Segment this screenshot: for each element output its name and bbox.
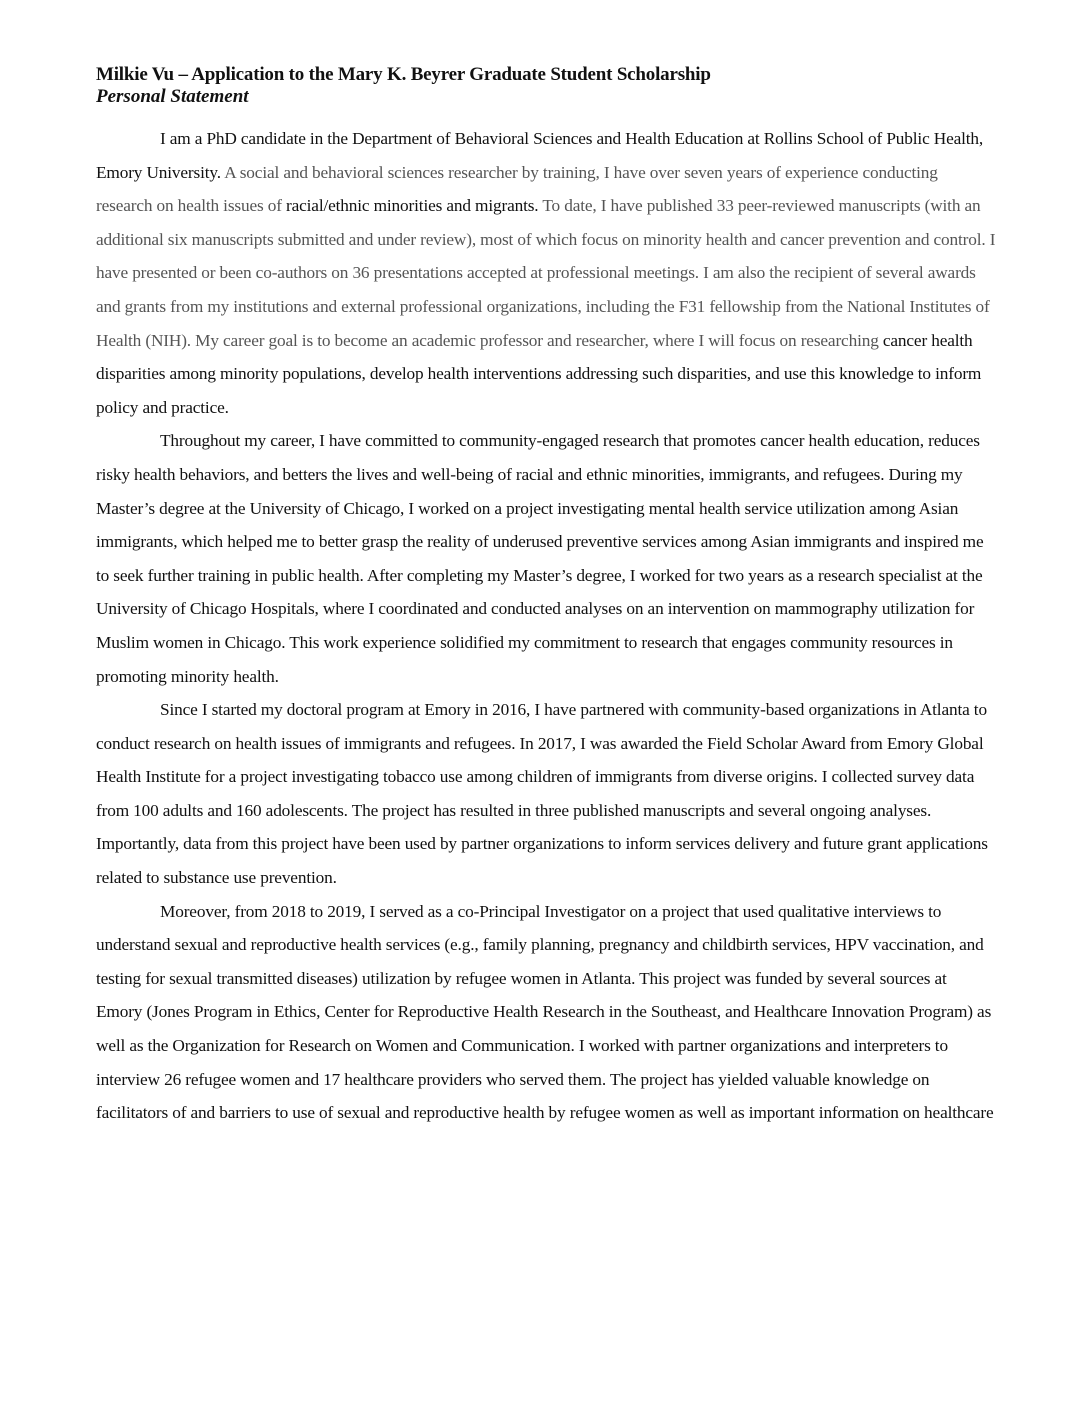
- document-page: [96, 64, 996, 1130]
- paragraph-text-segment: Moreover, from 2018 to 2019, I served as a co-Principal Investigator on a project that used qualitative interviews to understand sexual and reproductive health services (e.g., family planning, pregnancy and childbirth services, HPV vaccination, and testing for sexual transmitted diseases) utilization by refugee women in Atlanta. This project was funded by several sources at Emory (Jones Program in Ethics, Center for Reproductive Health Research in the Southeast, and Healthcare Innovation Program) as well as the Organization for Research on Women and Communication. I worked with partner organizations and interpreters to interview 26 refugee women and 17 healthcare providers who served them. The project has yielded valuable knowledge on facilitators of and barriers to use of sexual and reproductive health by refugee women as well as important information on healthcare: [96, 901, 994, 1123]
- paragraph: [96, 693, 996, 895]
- document-subtitle: Personal Statement: [96, 86, 249, 107]
- document-title: Milkie Vu – Application to the Mary K. Beyrer Graduate Student Scholarship: [96, 64, 711, 85]
- paragraph-text-segment: cancer health disparities among minority populations, develop health interventions addressing such disparities, and use this knowledge to inform policy and practice.: [96, 330, 982, 417]
- paragraph-text-segment: Since I started my doctoral program at Emory in 2016, I have partnered with community-based organizations in Atlanta to conduct research on health issues of immigrants and refugees. In 2017, I was awarded the Field Scholar Award from Emory Global Health Institute for a project investigating tobacco use among children of immigrants from diverse origins. I collected survey data from 100 adults and 160 adolescents. The project has resulted in three published manuscripts and several ongoing analyses. Importantly, data from this project have been used by partner organizations to inform services delivery and future grant applications related to substance use prevention.: [96, 700, 988, 888]
- paragraph-text-segment: Throughout my career, I have committed to community-engaged research that promotes cancer health education, reduces risky health behaviors, and betters the lives and well-being of racial and ethnic minorities, immigrants, and refugees. During my Master’s degree at the University of Chicago, I worked on a project investigating mental health service utilization among Asian immigrants, which helped me to better grasp the reality of underused preventive services among Asian immigrants and inspired me to seek further training in public health. After completing my Master’s degree, I worked for two years as a research specialist at the University of Chicago Hospitals, where I coordinated and conducted analyses on an intervention on mammography utilization for Muslim women in Chicago. This work experience solidified my commitment to research that engages community resources in promoting minority health.: [96, 431, 984, 686]
- paragraph: [96, 122, 996, 424]
- paragraph-text-segment: To date, I have published 33 peer-reviewed manuscripts (with an additional six manuscripts submitted and under review), most of which focus on minority health and cancer prevention and control. I have presented or been co-authors on 36 presentations accepted at professional meetings. I am also the recipient of several awards and grants from my institutions and external professional organizations, including the F31 fellowship from the National Institutes of Health (NIH). My career goal is to become an academic professor and researcher, where I will focus on researching: [96, 196, 996, 350]
- paragraph: [96, 424, 996, 693]
- paragraph-text-segment: I am a PhD candidate in the Department of Behavioral Sciences and Health Education at Rollins School of Public Health, Emory University.: [96, 129, 984, 182]
- paragraph: [96, 895, 996, 1130]
- statement-body: [96, 122, 996, 1130]
- paragraph-text-segment: racial/ethnic minorities and migrants.: [286, 196, 539, 216]
- paragraph-text-segment: A social and behavioral sciences researcher by training, I have over seven years of experience conducting research on health issues of: [96, 162, 938, 216]
